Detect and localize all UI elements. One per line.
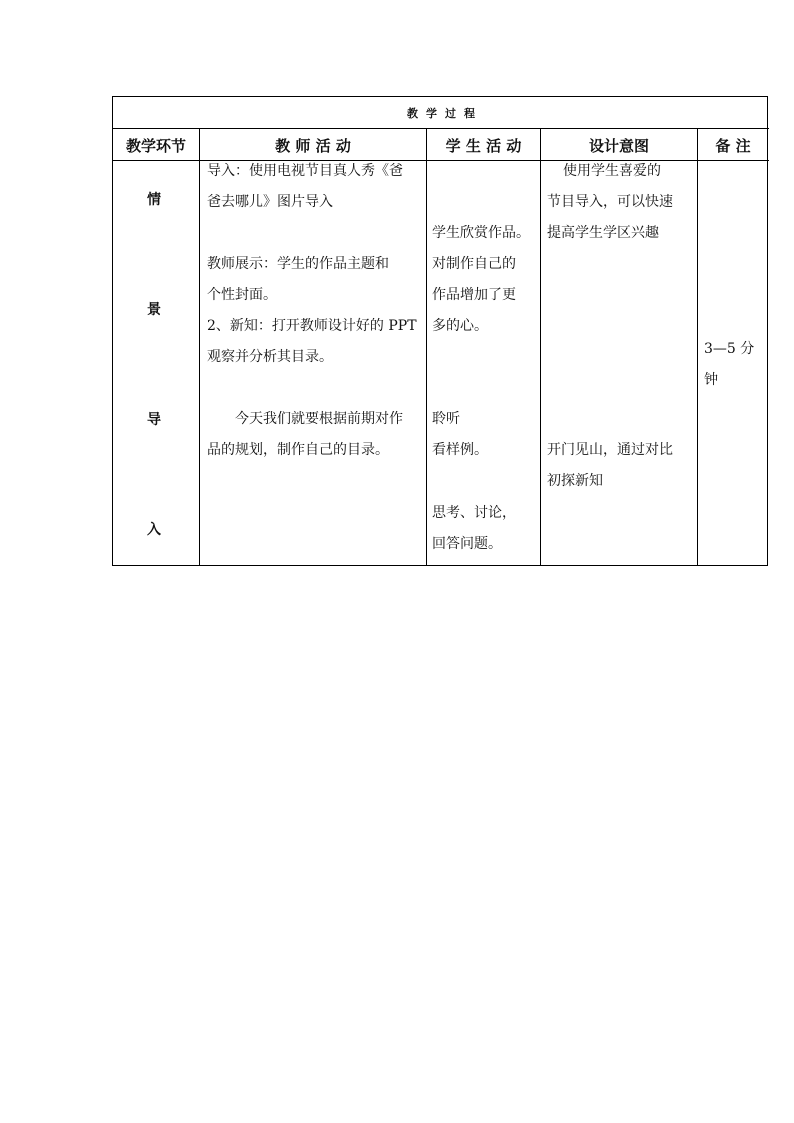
teacher-text: 爸去哪儿》图片导入 [207,194,333,210]
teacher-text: 观察并分析其目录。 [207,349,333,365]
intent-text: 提高学生学区兴趣 [547,225,659,241]
remark-text: 钟 [704,372,718,388]
teacher-text: 品的规划，制作自己的目录。 [207,442,389,458]
header-design-intent: 设计意图 [588,136,649,155]
stage-char: 景 [147,302,161,318]
teacher-text: 导入：使用电视节目真人秀《爸 [207,163,403,179]
column-divider [426,128,427,566]
stage-char: 入 [147,522,161,538]
column-divider [199,128,200,566]
column-divider [540,128,541,566]
student-text: 作品增加了更 [432,287,516,303]
student-text: 学生欣赏作品。 [432,225,530,241]
student-text: 多的心。 [432,318,488,334]
student-text: 对制作自己的 [432,256,516,272]
intent-text: 初探新知 [547,473,603,489]
header-remarks: 备 注 [715,136,751,155]
teacher-text: 个性封面。 [207,287,277,303]
teaching-process-table [112,96,768,566]
table-title [113,97,769,129]
header-student-activity: 学 生 活 动 [445,136,522,155]
teacher-text: 今天我们就要根据前期对作 [235,411,403,427]
intent-text: 节目导入，可以快速 [547,194,673,210]
intent-text: 使用学生喜爱的 [563,163,661,179]
intent-text: 开门见山，通过对比 [547,442,673,458]
header-teacher-activity: 教 师 活 动 [275,136,351,155]
teacher-text: 2、新知：打开教师设计好的 PPT [207,318,417,334]
student-text: 聆听 [432,411,460,427]
title-char: 过 [445,107,456,120]
stage-char: 导 [147,412,161,428]
teacher-text: 教师展示：学生的作品主题和 [207,256,389,272]
remark-text: 3—5 分 [704,341,755,357]
title-char: 学 [426,107,437,120]
column-divider [697,128,698,566]
header-stage: 教学环节 [125,136,186,155]
student-text: 看样例。 [432,442,488,458]
student-text: 回答问题。 [432,536,502,552]
title-char: 教 [407,107,418,120]
stage-char: 情 [147,192,161,208]
student-text: 思考、讨论， [432,505,516,521]
title-char: 程 [464,107,475,120]
